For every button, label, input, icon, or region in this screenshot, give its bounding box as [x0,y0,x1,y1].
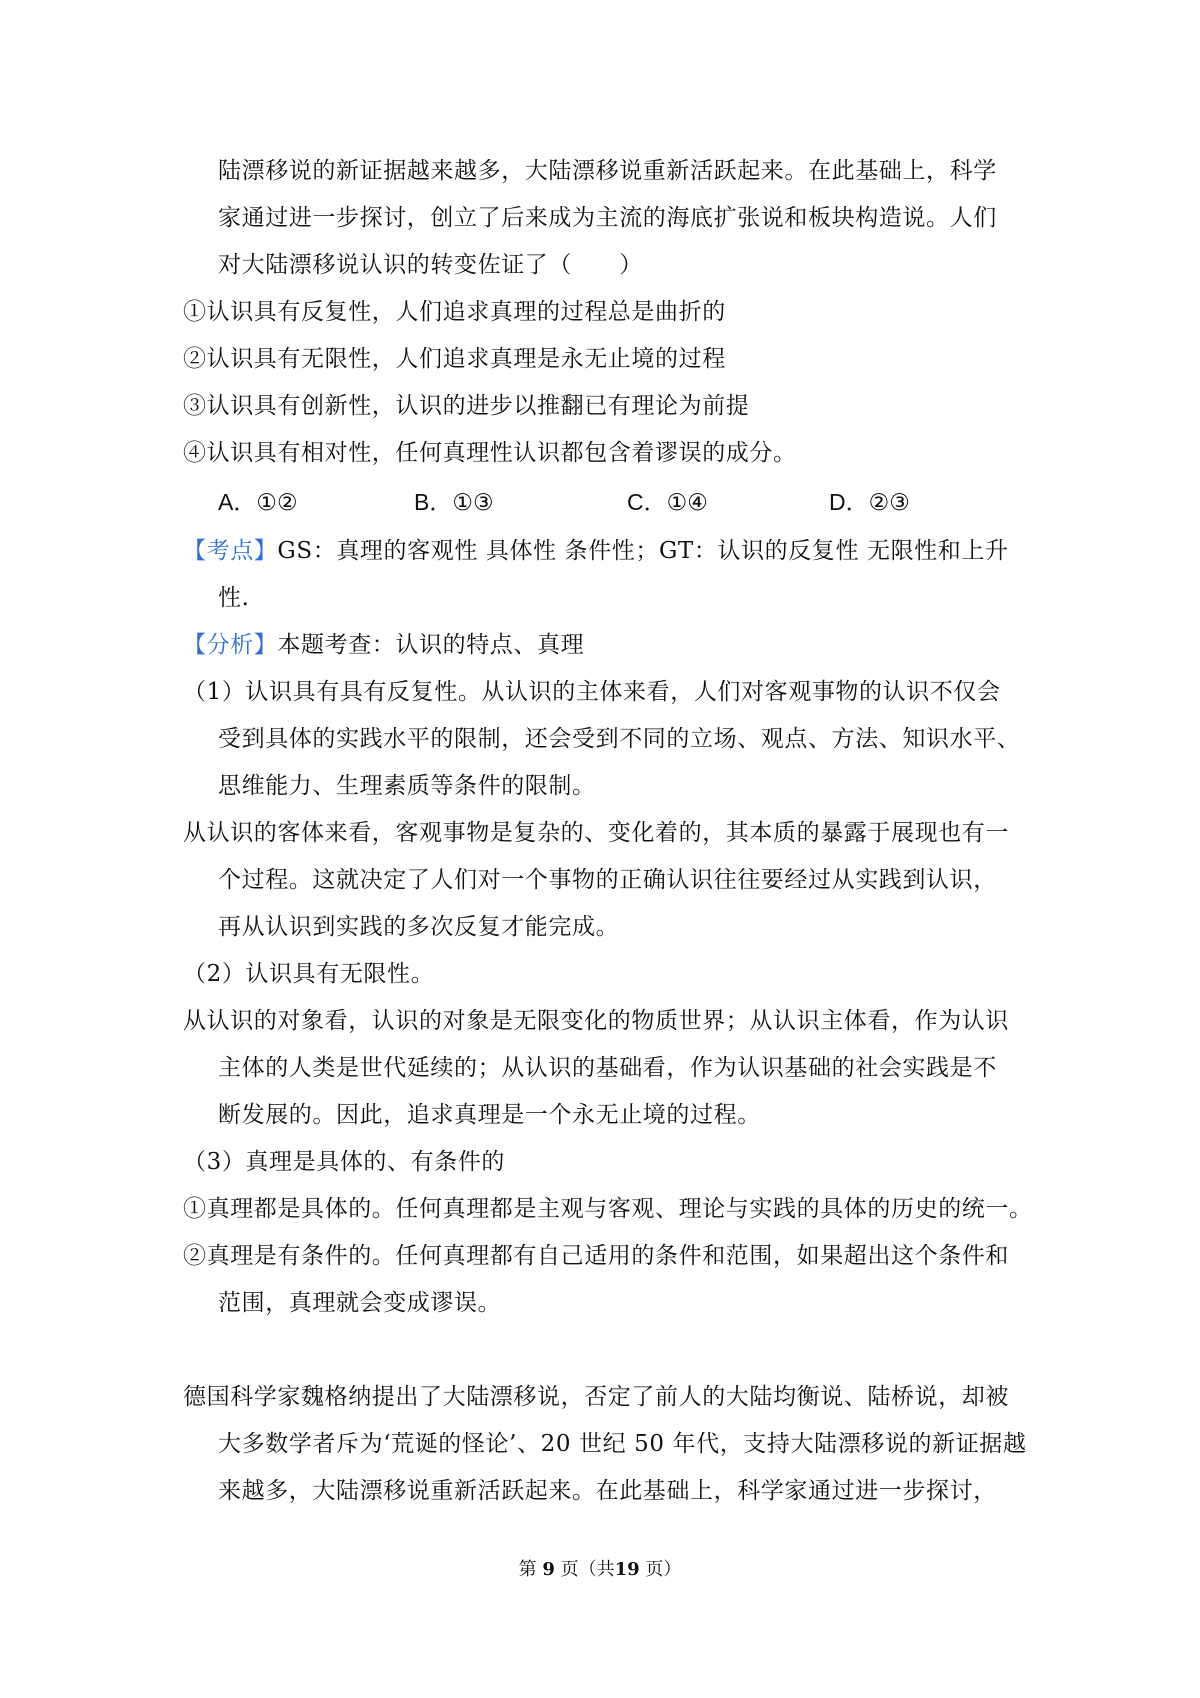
footer-middle: 页（共 [560,1559,615,1580]
analysis-line: 从认识的对象看，认识的对象是无限变化的物质世界；从认识主体看，作为认识 [183,1008,1009,1034]
option-b: B．①③ [414,489,494,515]
statement-2: ②认识具有无限性，人们追求真理是永无止境的过程 [183,346,726,372]
question-stem-line: 陆漂移说的新证据越来越多，大陆漂移说重新活跃起来。在此基础上，科学 [218,158,997,184]
statement-3: ③认识具有创新性，认识的进步以推翻已有理论为前提 [183,393,750,419]
footer-total-pages: 19 [614,1559,640,1580]
option-d: D．②③ [829,489,910,515]
footer-prefix: 第 [518,1559,537,1580]
footer-page-number: 9 [542,1559,555,1580]
question-stem-line: 家通过进一步探讨，创立了后来成为主流的海底扩张说和板块构造说。人们 [218,205,997,231]
footer-suffix: 页） [645,1559,682,1580]
kaodian-line-2: 性. [218,585,250,611]
analysis-line: 从认识的客体来看，客观事物是复杂的、变化着的，其本质的暴露于展现也有一 [183,820,1009,846]
analysis-line: ②真理是有条件的。任何真理都有自己适用的条件和范围，如果超出这个条件和 [183,1243,1009,1269]
analysis-line: 断发展的。因此，追求真理是一个永无止境的过程。 [218,1102,761,1128]
page-footer [0,1558,1200,1582]
fenxi-intro: 本题考查：认识的特点、真理 [277,632,585,658]
fenxi-line [183,630,584,660]
statement-1: ①认识具有反复性，人们追求真理的过程总是曲折的 [183,299,726,325]
analysis-line: ①真理都是具体的。任何真理都是主观与客观、理论与实践的具体的历史的统一。 [183,1196,1033,1222]
analysis-line: 再从认识到实践的多次反复才能完成。 [218,914,620,940]
fenxi-tag: 【分析】 [183,632,278,658]
analysis-line: 范围，真理就会变成谬误。 [218,1290,502,1316]
answer-line: 来越多，大陆漂移说重新活跃起来。在此基础上，科学家通过进一步探讨， [218,1478,997,1504]
question-stem-line: 对大陆漂移说认识的转变佐证了（ ） [218,252,643,278]
statement-4: ④认识具有相对性，任何真理性认识都包含着谬误的成分。 [183,440,797,466]
analysis-line: （1）认识具有具有反复性。从认识的主体来看，人们对客观事物的认识不仅会 [183,679,1001,705]
analysis-line: （2）认识具有无限性。 [183,961,435,987]
answer-line: 德国科学家魏格纳提出了大陆漂移说，否定了前人的大陆均衡说、陆桥说，却被 [183,1384,1009,1410]
analysis-line: 思维能力、生理素质等条件的限制。 [218,773,596,799]
analysis-line: 个过程。这就决定了人们对一个事物的正确认识往往要经过从实践到认识， [218,867,997,893]
analysis-line: （3）真理是具体的、有条件的 [183,1149,506,1175]
analysis-line: 受到具体的实践水平的限制，还会受到不同的立场、观点、方法、知识水平、 [218,726,1021,752]
kaodian-line [183,536,1009,566]
kaodian-tag: 【考点】 [183,538,278,564]
answer-line: 大多数学者斥为‘荒诞的怪论’、20 世纪 50 年代，支持大陆漂移说的新证据越 [218,1431,1027,1457]
analysis-line: 主体的人类是世代延续的；从认识的基础看，作为认识基础的社会实践是不 [218,1055,997,1081]
option-c: C．①④ [627,489,708,515]
kaodian-text: GS：真理的客观性 具体性 条件性；GT：认识的反复性 无限性和上升 [277,538,1009,564]
option-a: A．①② [218,489,298,515]
